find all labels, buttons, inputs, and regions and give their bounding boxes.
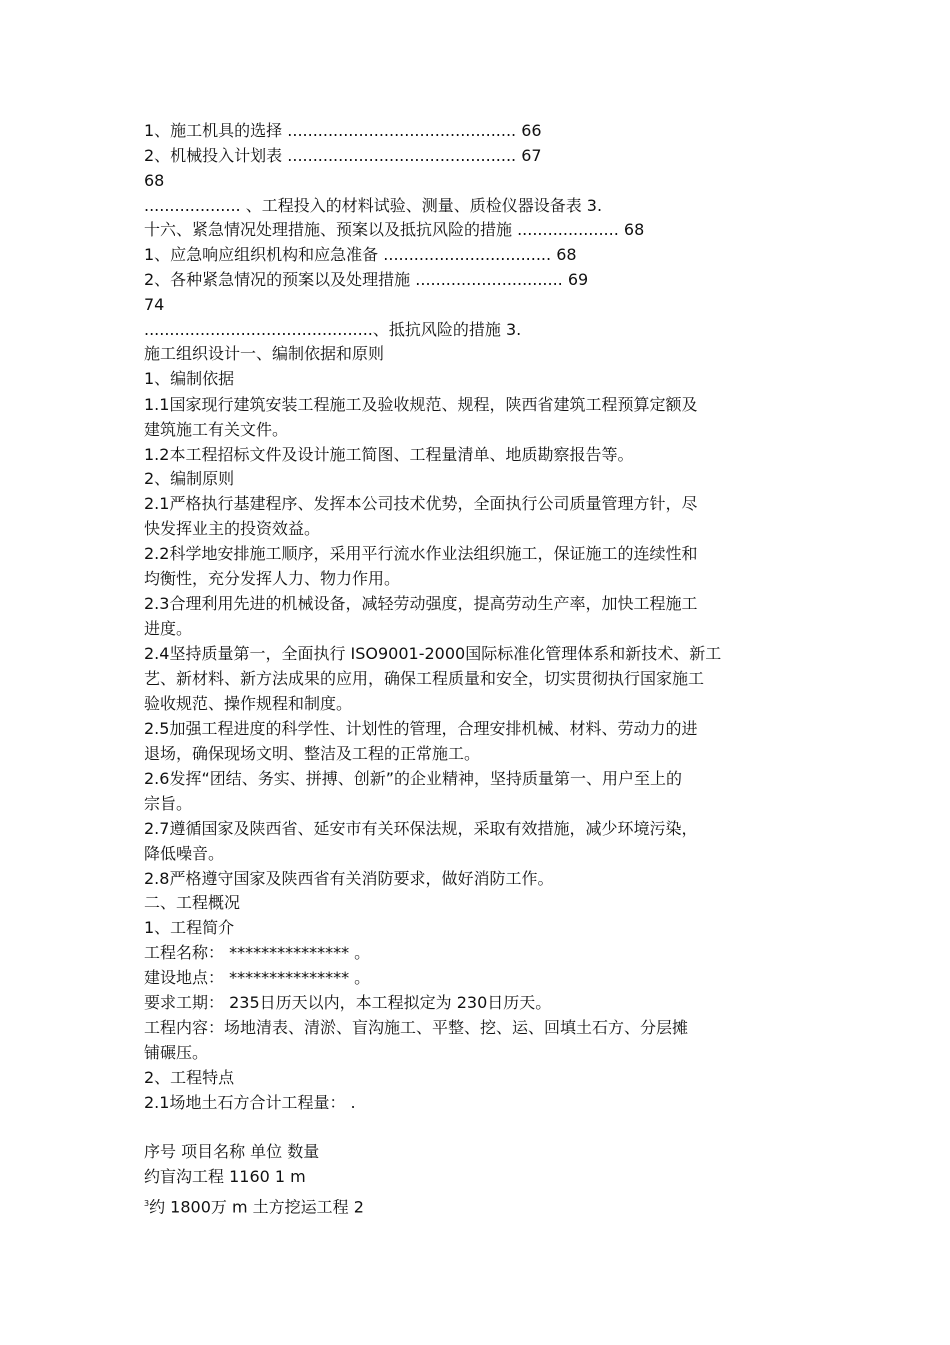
paragraph-line: 建筑施工有关文件。 — [144, 420, 289, 439]
paragraph-line: 快发挥业主的投资效益。 — [144, 519, 321, 538]
paragraph-line: 1.1国家现行建筑安装工程施工及验收规范、规程，陕西省建筑工程预算定额及 — [144, 395, 698, 414]
toc-line: 74 — [144, 295, 165, 314]
paragraph-line: 2.6发挥“团结、务实、拼搏、创新”的企业精神，坚持质量第一、用户至上的 — [144, 769, 683, 788]
field-line: 工程名称： *************** 。 — [144, 943, 371, 962]
paragraph-line: 降低噪音。 — [144, 844, 225, 863]
paragraph-line: 均衡性，充分发挥人力、物力作用。 — [144, 569, 401, 588]
toc-line: 2、各种紧急情况的预案以及处理措施 ............................. 69 — [144, 270, 589, 289]
table-row: 约盲沟工程 1160 1 m — [144, 1167, 306, 1186]
field-line: 要求工期： 235日历天以内，本工程拟定为 230日历天。 — [144, 993, 552, 1012]
paragraph-line: 2.2科学地安排施工顺序，采用平行流水作业法组织施工，保证施工的连续性和 — [144, 544, 698, 563]
paragraph-line: 进度。 — [144, 619, 193, 638]
table-header: 序号 项目名称 单位 数量 — [144, 1142, 320, 1161]
toc-line: 1、应急响应组织机构和应急准备 ................................. 68 — [144, 245, 577, 264]
subsection-heading: 1、工程简介 — [144, 918, 235, 937]
toc-line: 2、机械投入计划表 ............................................. 67 — [144, 146, 542, 165]
toc-line: 十六、紧急情况处理措施、预案以及抵抗风险的措施 .................... 68 — [144, 220, 645, 239]
paragraph-line: 2.1场地土石方合计工程量： . — [144, 1093, 356, 1112]
subsection-heading: 2、工程特点 — [144, 1068, 235, 1087]
toc-line: 68 — [144, 171, 165, 190]
subsection-heading: 1、编制依据 — [144, 369, 235, 388]
paragraph-line: 2.4坚持质量第一，全面执行 ISO9001-2000国际标准化管理体系和新技术、新工 — [144, 644, 722, 663]
toc-line: .............................................、抵抗风险的措施 3. — [144, 320, 522, 339]
paragraph-line: 验收规范、操作规程和制度。 — [144, 694, 353, 713]
table-row-text: 约 1800万 m 土方挖运工程 2 — [149, 1197, 364, 1217]
paragraph-line: 退场，确保现场文明、整洁及工程的正常施工。 — [144, 744, 481, 763]
paragraph-line: 2.8严格遵守国家及陕西省有关消防要求，做好消防工作。 — [144, 869, 554, 888]
paragraph-line: 2.1严格执行基建程序、发挥本公司技术优势，全面执行公司质量管理方针，尽 — [144, 494, 698, 513]
table-row — [144, 1194, 364, 1217]
paragraph-line: 2.5加强工程进度的科学性、计划性的管理，合理安排机械、材料、劳动力的进 — [144, 719, 698, 738]
paragraph-line: 2.3合理利用先进的机械设备，减轻劳动强度，提高劳动生产率，加快工程施工 — [144, 594, 698, 613]
field-line: 铺碾压。 — [144, 1043, 209, 1062]
paragraph-line: 宗旨。 — [144, 794, 193, 813]
field-line: 建设地点： *************** 。 — [144, 968, 371, 987]
subsection-heading: 2、编制原则 — [144, 469, 235, 488]
superscript: 3 — [144, 1199, 150, 1208]
field-line: 工程内容：场地清表、清淤、盲沟施工、平整、挖、运、回填土石方、分层摊 — [144, 1018, 689, 1037]
section-heading: 二、工程概况 — [144, 893, 241, 912]
paragraph-line: 艺、新材料、新方法成果的应用，确保工程质量和安全，切实贯彻执行国家施工 — [144, 669, 705, 688]
paragraph-line: 1.2本工程招标文件及设计施工简图、工程量清单、地质勘察报告等。 — [144, 445, 634, 464]
toc-line: 1、施工机具的选择 ............................................. 66 — [144, 121, 542, 140]
toc-line: ................... 、工程投入的材料试验、测量、质检仪器设备表 3. — [144, 196, 603, 215]
section-heading: 施工组织设计一、编制依据和原则 — [144, 344, 385, 363]
paragraph-line: 2.7遵循国家及陕西省、延安市有关环保法规，采取有效措施，减少环境污染， — [144, 819, 698, 838]
